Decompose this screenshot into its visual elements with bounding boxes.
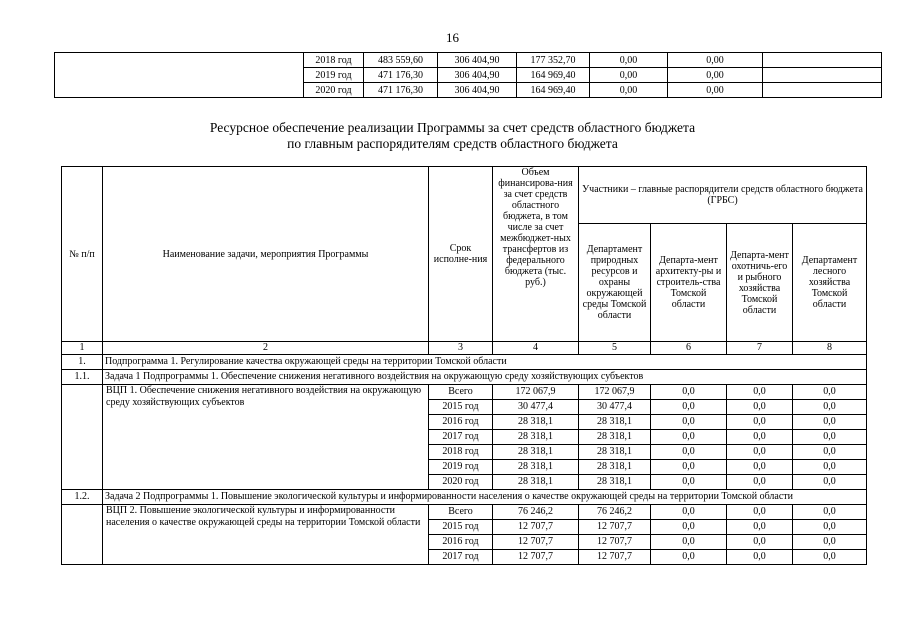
cell-d4: 0,0 — [793, 400, 867, 415]
continuation-cell-year: 2018 год — [304, 53, 364, 68]
vcp-1-empty-num — [62, 385, 103, 490]
cell-d1: 28 318,1 — [579, 430, 651, 445]
cell-d4: 0,0 — [793, 430, 867, 445]
continuation-cell-v3: 164 969,40 — [517, 68, 590, 83]
continuation-cell-v1: 483 559,60 — [364, 53, 438, 68]
cell-v: 28 318,1 — [493, 445, 579, 460]
cell-v: 30 477,4 — [493, 400, 579, 415]
continuation-cell-v4: 0,00 — [590, 53, 668, 68]
continuation-table — [54, 52, 882, 98]
cell-d4: 0,0 — [793, 520, 867, 535]
cell-d2: 0,0 — [651, 475, 727, 490]
section-title — [0, 120, 905, 152]
header-term: Срок исполне-ния — [429, 167, 493, 342]
cell-d3: 0,0 — [727, 445, 793, 460]
header-dep-hunting: Департа-мент охотничь-его и рыбного хозяйства Томской области — [727, 224, 793, 342]
header-num: № п/п — [62, 167, 103, 342]
table-row — [62, 505, 867, 520]
continuation-cell-v1: 471 176,30 — [364, 68, 438, 83]
task-1-2-number: 1.2. — [62, 490, 103, 505]
cell-d4: 0,0 — [793, 475, 867, 490]
cell-d1: 28 318,1 — [579, 415, 651, 430]
task-1-1-row — [62, 370, 867, 385]
task-1-2-row — [62, 490, 867, 505]
continuation-row — [55, 53, 882, 68]
continuation-empty-cell — [55, 53, 304, 98]
cell-d3: 0,0 — [727, 550, 793, 565]
task-1-1-number: 1.1. — [62, 370, 103, 385]
column-number: 5 — [579, 342, 651, 355]
cell-term: 2017 год — [429, 550, 493, 565]
page-number: 16 — [446, 30, 459, 45]
cell-d1: 30 477,4 — [579, 400, 651, 415]
cell-d3: 0,0 — [727, 535, 793, 550]
cell-d1: 172 067,9 — [579, 385, 651, 400]
column-number: 7 — [727, 342, 793, 355]
column-number: 8 — [793, 342, 867, 355]
cell-v: 28 318,1 — [493, 430, 579, 445]
cell-d3: 0,0 — [727, 400, 793, 415]
cell-d3: 0,0 — [727, 385, 793, 400]
cell-term: 2015 год — [429, 520, 493, 535]
cell-term: 2015 год — [429, 400, 493, 415]
continuation-cell-v4: 0,00 — [590, 83, 668, 98]
cell-v: 28 318,1 — [493, 415, 579, 430]
continuation-empty-cell — [763, 53, 882, 68]
continuation-cell-v5: 0,00 — [668, 68, 763, 83]
continuation-cell-v2: 306 404,90 — [438, 53, 517, 68]
task-1-2-text: Задача 2 Подпрограммы 1. Повышение экологической культуры и информированности населения о качестве окружающей среды на территории Томской области — [103, 490, 867, 505]
header-volume: Объем финансирова-ния за счет средств областного бюджета, в том числе за счет межбюджет-ных трансфертов из федерального бюджета (тыс. руб.) — [493, 167, 579, 342]
task-1-1-text: Задача 1 Подпрограммы 1. Обеспечение снижения негативного воздействия на окружающую среду хозяйствующих субъектов — [103, 370, 867, 385]
column-numbers-row — [62, 342, 867, 355]
cell-v: 12 707,7 — [493, 550, 579, 565]
cell-d1: 12 707,7 — [579, 550, 651, 565]
cell-d1: 76 246,2 — [579, 505, 651, 520]
cell-d3: 0,0 — [727, 460, 793, 475]
cell-d3: 0,0 — [727, 520, 793, 535]
column-number: 1 — [62, 342, 103, 355]
cell-d4: 0,0 — [793, 535, 867, 550]
cell-d1: 12 707,7 — [579, 520, 651, 535]
cell-v: 12 707,7 — [493, 520, 579, 535]
header-dep-architecture: Департа-мент архитекту-ры и строитель-ства Томской области — [651, 224, 727, 342]
cell-d2: 0,0 — [651, 550, 727, 565]
cell-d2: 0,0 — [651, 430, 727, 445]
continuation-cell-v2: 306 404,90 — [438, 68, 517, 83]
continuation-cell-year: 2019 год — [304, 68, 364, 83]
continuation-cell-year: 2020 год — [304, 83, 364, 98]
cell-v: 172 067,9 — [493, 385, 579, 400]
cell-d3: 0,0 — [727, 505, 793, 520]
cell-term: 2020 год — [429, 475, 493, 490]
cell-d3: 0,0 — [727, 430, 793, 445]
subprogram-1-row — [62, 355, 867, 370]
cell-term: 2016 год — [429, 535, 493, 550]
continuation-cell-v1: 471 176,30 — [364, 83, 438, 98]
subprogram-1-number: 1. — [62, 355, 103, 370]
cell-d4: 0,0 — [793, 505, 867, 520]
cell-v: 28 318,1 — [493, 460, 579, 475]
table-row — [62, 385, 867, 400]
column-number: 2 — [103, 342, 429, 355]
cell-d4: 0,0 — [793, 460, 867, 475]
continuation-cell-v3: 177 352,70 — [517, 53, 590, 68]
column-number: 4 — [493, 342, 579, 355]
vcp-2-name: ВЦП 2. Повышение экологической культуры и информированности населения о качестве окружающей среды на территории Томской области — [103, 505, 429, 565]
continuation-cell-v5: 0,00 — [668, 83, 763, 98]
cell-d4: 0,0 — [793, 415, 867, 430]
cell-d2: 0,0 — [651, 400, 727, 415]
continuation-cell-v5: 0,00 — [668, 53, 763, 68]
cell-v: 12 707,7 — [493, 535, 579, 550]
column-number: 3 — [429, 342, 493, 355]
header-dep-natural-resources: Департамент природных ресурсов и охраны окружающей среды Томской области — [579, 224, 651, 342]
continuation-empty-cell — [763, 83, 882, 98]
cell-v: 28 318,1 — [493, 475, 579, 490]
subprogram-1-text: Подпрограмма 1. Регулирование качества окружающей среды на территории Томской области — [103, 355, 867, 370]
cell-d2: 0,0 — [651, 460, 727, 475]
continuation-cell-v2: 306 404,90 — [438, 83, 517, 98]
cell-d3: 0,0 — [727, 415, 793, 430]
cell-term: Всего — [429, 385, 493, 400]
cell-d4: 0,0 — [793, 445, 867, 460]
cell-d2: 0,0 — [651, 415, 727, 430]
header-dep-forestry: Департамент лесного хозяйства Томской области — [793, 224, 867, 342]
cell-d2: 0,0 — [651, 535, 727, 550]
cell-d2: 0,0 — [651, 520, 727, 535]
header-participants: Участники – главные распорядители средств областного бюджета (ГРБС) — [579, 167, 867, 224]
vcp-1-name: ВЦП 1. Обеспечение снижения негативного воздействия на окружающую среду хозяйствующих субъектов — [103, 385, 429, 490]
cell-d2: 0,0 — [651, 385, 727, 400]
column-number: 6 — [651, 342, 727, 355]
cell-d1: 28 318,1 — [579, 475, 651, 490]
continuation-empty-cell — [763, 68, 882, 83]
cell-d4: 0,0 — [793, 385, 867, 400]
cell-term: 2018 год — [429, 445, 493, 460]
cell-d4: 0,0 — [793, 550, 867, 565]
section-title-line-2: по главным распорядителям средств областного бюджета — [287, 136, 618, 151]
cell-term: 2016 год — [429, 415, 493, 430]
continuation-cell-v3: 164 969,40 — [517, 83, 590, 98]
vcp-2-empty-num — [62, 505, 103, 565]
cell-term: 2017 год — [429, 430, 493, 445]
cell-d2: 0,0 — [651, 505, 727, 520]
resource-table — [61, 166, 867, 565]
cell-d2: 0,0 — [651, 445, 727, 460]
cell-term: 2019 год — [429, 460, 493, 475]
cell-d1: 28 318,1 — [579, 460, 651, 475]
header-name: Наименование задачи, мероприятия Программы — [103, 167, 429, 342]
section-title-line-1: Ресурсное обеспечение реализации Программы за счет средств областного бюджета — [209, 120, 696, 135]
continuation-cell-v4: 0,00 — [590, 68, 668, 83]
cell-d3: 0,0 — [727, 475, 793, 490]
cell-v: 76 246,2 — [493, 505, 579, 520]
cell-term: Всего — [429, 505, 493, 520]
cell-d1: 28 318,1 — [579, 445, 651, 460]
cell-d1: 12 707,7 — [579, 535, 651, 550]
